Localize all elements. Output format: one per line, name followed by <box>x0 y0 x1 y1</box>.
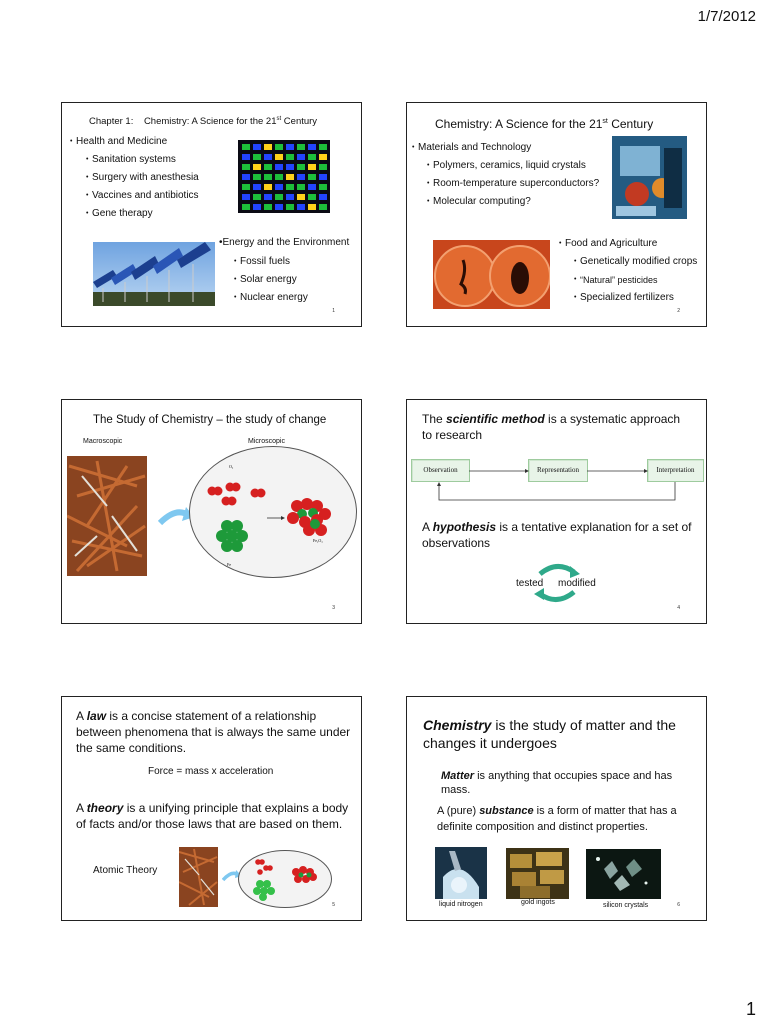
substance-definition: A (pure) substance is a form of matter that has a definite composition and distinct properties. <box>437 805 677 833</box>
liquid-nitrogen-image <box>435 847 487 899</box>
macroscopic-label: Macroscopic <box>83 438 123 445</box>
bullet-list <box>70 133 250 151</box>
scientific-method-text: The scientific method is a systematic approach to research <box>422 412 681 442</box>
slide-title: Chapter 1: Chemistry: A Science for the 21st Century <box>89 116 318 128</box>
liquid-nitrogen-caption: liquid nitrogen <box>439 901 483 908</box>
slide-number: 5 <box>332 902 335 908</box>
slide-number: 4 <box>677 605 680 611</box>
list-item: • Nuclear energy <box>234 289 354 307</box>
silicon-crystals-image <box>586 849 661 899</box>
lab-technology-image <box>612 136 687 219</box>
slide-6 <box>406 696 707 921</box>
rusty-nails-thumb <box>179 847 218 907</box>
solar-panels-image <box>93 242 215 306</box>
silicon-crystals-caption: silicon crystals <box>603 902 649 909</box>
list-heading: •Energy and the Environment <box>219 237 350 248</box>
observation-box: Observation <box>411 459 470 482</box>
theory-text: A theory is a unifying principle that explains a body of facts and/or those laws that are based on them. <box>76 801 349 831</box>
list-item: • Genetically modified crops <box>574 253 704 271</box>
chemistry-definition: Chemistry is the study of matter and the changes it undergoes <box>423 717 676 751</box>
list-item: • Solar energy <box>234 271 354 289</box>
slide-2 <box>406 102 707 327</box>
interpretation-box: Interpretation <box>647 459 704 482</box>
list-item: • Specialized fertilizers <box>574 289 704 307</box>
hypothesis-text: A hypothesis is a tentative explanation for a set of observations <box>422 520 692 550</box>
list-item: • Surgery with anesthesia <box>86 169 246 187</box>
matter-definition: Matter is anything that occupies space and has mass. <box>441 770 673 796</box>
gold-ingots-caption: gold ingots <box>521 899 555 906</box>
slide-1 <box>61 102 362 327</box>
law-text: A law is a concise statement of a relationship between phenomena that is always the same under the same conditions. <box>76 709 351 755</box>
slide-number: 1 <box>332 308 335 314</box>
list-item: • Fossil fuels <box>234 253 354 271</box>
dna-microarray-image <box>238 140 330 213</box>
modified-label: modified <box>558 578 596 589</box>
slide-number: 3 <box>332 605 335 611</box>
bullet-list <box>427 157 617 211</box>
atomic-theory-label: Atomic Theory <box>93 865 158 876</box>
slide-4 <box>406 399 707 624</box>
fe2o3-label: Fe₂O₃ <box>313 538 323 543</box>
tested-label: tested <box>516 578 544 589</box>
list-item: • “Natural” pesticides <box>574 271 704 289</box>
page-number: 1 <box>745 999 756 1019</box>
bullet-list <box>234 253 354 307</box>
list-item: • Materials and Technology <box>412 139 592 157</box>
list-item: • Polymers, ceramics, liquid crystals <box>427 157 617 175</box>
list-item: • Food and Agriculture <box>559 235 699 253</box>
list-item: • Health and Medicine <box>70 133 250 151</box>
representation-box: Representation <box>528 459 588 482</box>
rusty-nails-image <box>67 456 147 576</box>
flow-arrows <box>407 460 707 505</box>
date-stamp: 1/7/2012 <box>697 8 756 25</box>
reaction-diagram-small <box>238 850 330 906</box>
petri-dish-image <box>433 240 550 309</box>
slide-title: Chemistry: A Science for the 21st Century <box>435 117 654 131</box>
slide-number: 6 <box>677 902 680 908</box>
bullet-list <box>559 235 699 253</box>
gold-ingots-image <box>506 848 569 899</box>
bullet-list <box>412 139 592 157</box>
list-item: • Vaccines and antibiotics <box>86 187 246 205</box>
microscopic-label: Microscopic <box>248 438 285 445</box>
formula-text: Force = mass x acceleration <box>148 766 274 777</box>
slide-title: The Study of Chemistry – the study of change <box>93 414 327 426</box>
fe-label: Fe <box>227 562 231 567</box>
list-item: • Room-temperature superconductors? <box>427 175 617 193</box>
reaction-diagram <box>189 446 355 576</box>
slide-3 <box>61 399 362 624</box>
list-item: • Sanitation systems <box>86 151 246 169</box>
o2-label: O₂ <box>229 464 234 469</box>
list-item: • Molecular computing? <box>427 193 617 211</box>
slide-number: 2 <box>677 308 680 314</box>
bullet-list <box>86 151 246 223</box>
list-item: • Gene therapy <box>86 205 246 223</box>
slide-5 <box>61 696 362 921</box>
bullet-list <box>574 253 704 307</box>
